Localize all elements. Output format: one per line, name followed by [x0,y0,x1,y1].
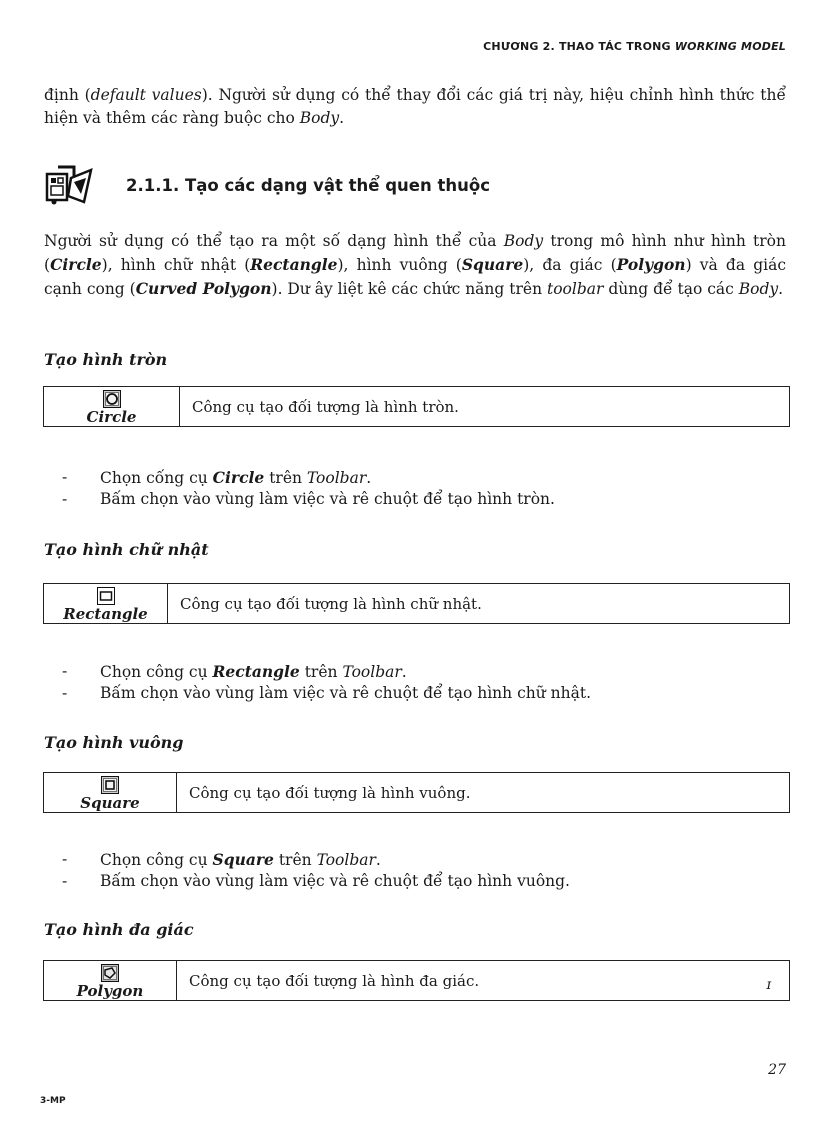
list-item [62,871,570,892]
tool-name: Circle [86,408,137,426]
text: ) và đa giác cạnh cong ( [44,256,787,298]
bullet-list-square [62,849,570,892]
tool-description-text: Công cụ tạo đối tượng là hình đa giác. [189,971,480,990]
sub-heading-polygon: Tạo hình đa giác [44,920,194,939]
bullet-dash: - [62,872,68,890]
bullet-dash: - [62,490,68,508]
list-item [62,661,591,683]
tool-table-square [43,772,790,813]
bullet-list-circle [62,467,555,510]
polygon-tool-icon [101,964,119,982]
text: Người sử dụng có thể tạo ra một số dạng hình thể của [44,232,504,250]
text: ), hình chữ nhật ( [101,256,251,274]
tool-cell-polygon [44,961,177,1000]
tool-name: Rectangle [63,605,148,623]
tool-cell-square [44,773,177,812]
section-title [44,164,490,206]
footer-code: 3-MP [40,1096,66,1106]
tool-table-polygon [43,960,790,1001]
em: Toolbar [316,851,376,869]
list-item [62,467,555,489]
chapter-title: CHƯƠNG 2. THAO TÁC TRONG [483,40,675,53]
em: Rectangle [250,255,338,274]
text: . [375,851,381,869]
intro-text: . [339,109,345,127]
text: . [778,280,784,298]
em: Square [212,850,274,869]
tool-cell-circle [44,387,180,426]
text: ), đa giác ( [523,256,617,274]
tool-name: Polygon [76,982,144,1000]
em: Polygon [616,255,686,274]
tool-description: Công cụ tạo đối tượng là hình vuông. [189,783,471,802]
chapter-title-em: WORKING MODEL [674,40,786,53]
em: Curved Polygon [135,279,272,298]
text: dùng để tạo các [603,280,739,298]
bullet-list-rectangle [62,661,591,704]
em: toolbar [546,280,604,298]
text: Chọn cống cụ [100,469,213,487]
em: Body [738,280,779,298]
intro-text: định ( [44,86,91,104]
bullet-dash: - [62,662,68,680]
text: Chọn công cụ [100,663,213,681]
sub-heading-square: Tạo hình vuông [44,733,184,752]
text: trên [299,663,343,681]
text: trên [273,851,317,869]
text: trong mô hình như hình tròn ( [44,232,786,274]
tool-table-rectangle [43,583,790,624]
text: Chọn công cụ [100,851,213,869]
text: Bấm chọn vào vùng làm việc và rê chuột để tạo hình chữ nhật. [100,684,592,702]
text: trên [264,469,307,487]
em: Rectangle [212,662,300,681]
body-paragraph [44,230,786,301]
sub-heading-rectangle: Tạo hình chữ nhật [44,540,209,559]
page-number: 27 [768,1062,786,1078]
text: . [366,469,372,487]
tool-description [177,961,789,1000]
text: . [401,663,407,681]
circle-tool-icon [103,390,121,408]
em: Toolbar [306,469,367,487]
bullet-dash: - [62,684,68,702]
text: ). Dư ây liệt kê các chức năng trên [271,280,547,298]
square-tool-icon [101,776,119,794]
rectangle-tool-icon [97,587,115,605]
running-header [483,40,786,53]
tool-table-circle [43,386,790,427]
bullet-dash: - [62,468,68,486]
sub-heading-circle: Tạo hình tròn [44,350,168,369]
text: Bấm chọn vào vùng làm việc và rê chuột để tạo hình tròn. [100,490,555,508]
em: Square [461,255,524,274]
toolbox-icon [44,164,96,206]
tool-description: Công cụ tạo đối tượng là hình tròn. [192,397,459,416]
intro-em: Body [299,109,340,127]
tool-name: Square [80,794,140,812]
section-heading: 2.1.1. Tạo các dạng vật thể quen thuộc [126,175,490,195]
stray-mark: ɪ [766,977,771,993]
intro-paragraph [44,84,786,130]
text: ), hình vuông ( [337,256,462,274]
text: Bấm chọn vào vùng làm việc và rê chuột để tạo hình vuông. [100,872,570,890]
em: Body [503,232,544,250]
bullet-dash: - [62,850,68,868]
list-item [62,849,570,871]
em: Circle [50,255,102,274]
list-item [62,489,555,510]
em: Circle [212,468,265,487]
intro-text: ). Người sử dụng có thể thay đổi các giá trị này, hiệu chỉnh hình thức thể hiện và thêm các ràng buộc cho [44,86,786,127]
tool-description: Công cụ tạo đối tượng là hình chữ nhật. [180,594,482,613]
tool-cell-rectangle [44,584,168,623]
intro-em: default values [90,86,202,104]
list-item [62,683,591,704]
em: Toolbar [342,663,402,681]
